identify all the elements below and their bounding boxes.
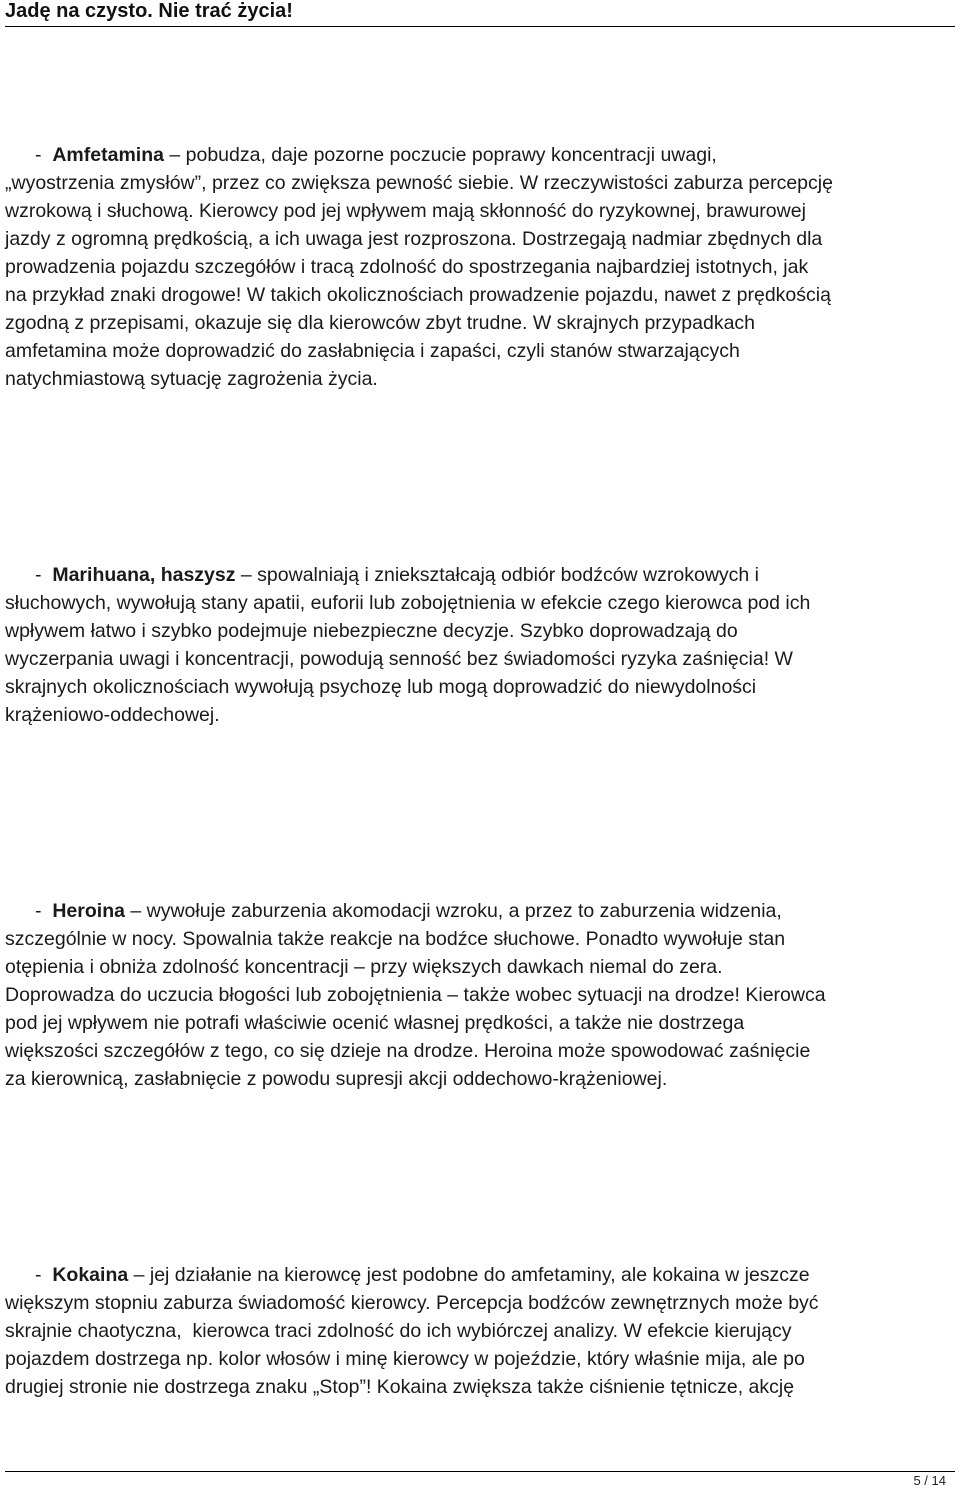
text-line: większym stopniu zaburza świadomość kierowcy. Percepcja bodźców zewnętrznych może być xyxy=(5,1292,819,1314)
text-line: na przykład znaki drogowe! W takich okolicznościach prowadzenie pojazdu, nawet z prędkością xyxy=(5,284,831,306)
text-line: natychmiastową sytuację zagrożenia życia. xyxy=(5,368,378,390)
line-text: – spowalniają i zniekształcają odbiór bodźców wzrokowych i xyxy=(235,564,760,586)
text-line: szczególnie w nocy. Spowalnia także reakcje na bodźce słuchowe. Ponadto wywołuje stan xyxy=(5,928,786,950)
section-paragraph xyxy=(5,897,957,1093)
first-line xyxy=(5,561,957,589)
text-line: prowadzenia pojazdu szczegółów i tracą zdolność do spostrzegania najbardziej istotnych, jak xyxy=(5,256,809,278)
list-dash: - xyxy=(35,564,42,586)
page-number: 5 / 14 xyxy=(913,1473,946,1488)
page-header xyxy=(5,0,955,27)
section-paragraph xyxy=(5,141,957,393)
section-amfetamina xyxy=(5,141,957,393)
text-line: pod jej wpływem nie potrafi właściwie ocenić własnej prędkości, a także nie dostrzega xyxy=(5,1012,745,1034)
list-dash: - xyxy=(35,1264,42,1286)
text-line: wyczerpania uwagi i koncentracji, powodują senność bez świadomości ryzyka zaśnięcia! W xyxy=(5,648,793,670)
dash-gap xyxy=(42,564,53,586)
line-text: – jej działanie na kierowcę jest podobne do amfetaminy, ale kokaina w jeszcze xyxy=(128,1264,810,1286)
text-line: skrajnie chaotyczna, kierowca traci zdolność do ich wybiórczej analizy. W efekcie kierujący xyxy=(5,1320,792,1342)
first-line xyxy=(5,897,957,925)
line-text: – wywołuje zaburzenia akomodacji wzroku, a przez to zaburzenia widzenia, xyxy=(124,900,782,922)
text-line: amfetamina może doprowadzić do zasłabnięcia i zapaści, czyli stanów stwarzających xyxy=(5,340,740,362)
line-text: – pobudza, daje pozorne poczucie poprawy koncentracji uwagi, xyxy=(163,144,717,166)
text-line: wzrokową i słuchową. Kierowcy pod jej wpływem mają skłonność do ryzykownej, brawurowej xyxy=(5,200,806,222)
text-line: „wyostrzenia zmysłów”, przez co zwiększa pewność siebie. W rzeczywistości zaburza percepcję xyxy=(5,172,833,194)
dash-gap xyxy=(42,144,53,166)
text-line: większości szczegółów z tego, co się dzieje na drodze. Heroina może spowodować zaśnięcie xyxy=(5,1040,811,1062)
text-line: Doprowadza do uczucia błogości lub zobojętnienia – także wobec sytuacji na drodze! Kierowca xyxy=(5,984,826,1006)
dash-gap xyxy=(42,900,53,922)
term-heading: Heroina xyxy=(52,900,125,922)
text-line: pojazdem dostrzega np. kolor włosów i minę kierowcy w pojeździe, który właśnie mija, ale po xyxy=(5,1348,805,1370)
text-line: otępienia i obniża zdolność koncentracji – przy większych dawkach niemal do zera. xyxy=(5,956,723,978)
text-line: drugiej stronie nie dostrzega znaku „Stop”! Kokaina zwiększa także ciśnienie tętnicze, akcję xyxy=(5,1376,795,1398)
term-heading: Marihuana, haszysz xyxy=(52,564,236,586)
text-line: za kierownicą, zasłabnięcie z powodu supresji akcji oddechowo-krążeniowej. xyxy=(5,1068,668,1090)
text-line: zgodną z przepisami, okazuje się dla kierowców zbyt trudne. W skrajnych przypadkach xyxy=(5,312,756,334)
first-line xyxy=(5,141,957,169)
term-heading: Kokaina xyxy=(52,1264,129,1286)
section-kokaina xyxy=(5,1261,957,1401)
text-line: skrajnych okolicznościach wywołują psychozę lub mogą doprowadzić do niewydolności xyxy=(5,676,757,698)
dash-gap xyxy=(42,1264,53,1286)
text-line: wpływem łatwo i szybko podejmuje niebezpieczne decyzje. Szybko doprowadzają do xyxy=(5,620,738,642)
term-heading: Amfetamina xyxy=(52,144,164,166)
text-line: jazdy z ogromną prędkością, a ich uwaga jest rozproszona. Dostrzegają nadmiar zbędnych dla xyxy=(5,228,823,250)
section-paragraph xyxy=(5,561,957,729)
footer-divider xyxy=(5,1471,955,1472)
first-line xyxy=(5,1261,957,1289)
list-dash: - xyxy=(35,144,42,166)
section-heroina xyxy=(5,897,957,1093)
section-marihuana xyxy=(5,561,957,729)
list-dash: - xyxy=(35,900,42,922)
text-line: słuchowych, wywołują stany apatii, euforii lub zobojętnienia w efekcie czego kierowca pod ich xyxy=(5,592,811,614)
text-line: krążeniowo-oddechowej. xyxy=(5,704,220,726)
section-paragraph xyxy=(5,1261,957,1401)
document-title: Jadę na czysto. Nie trać życia! xyxy=(5,0,293,22)
